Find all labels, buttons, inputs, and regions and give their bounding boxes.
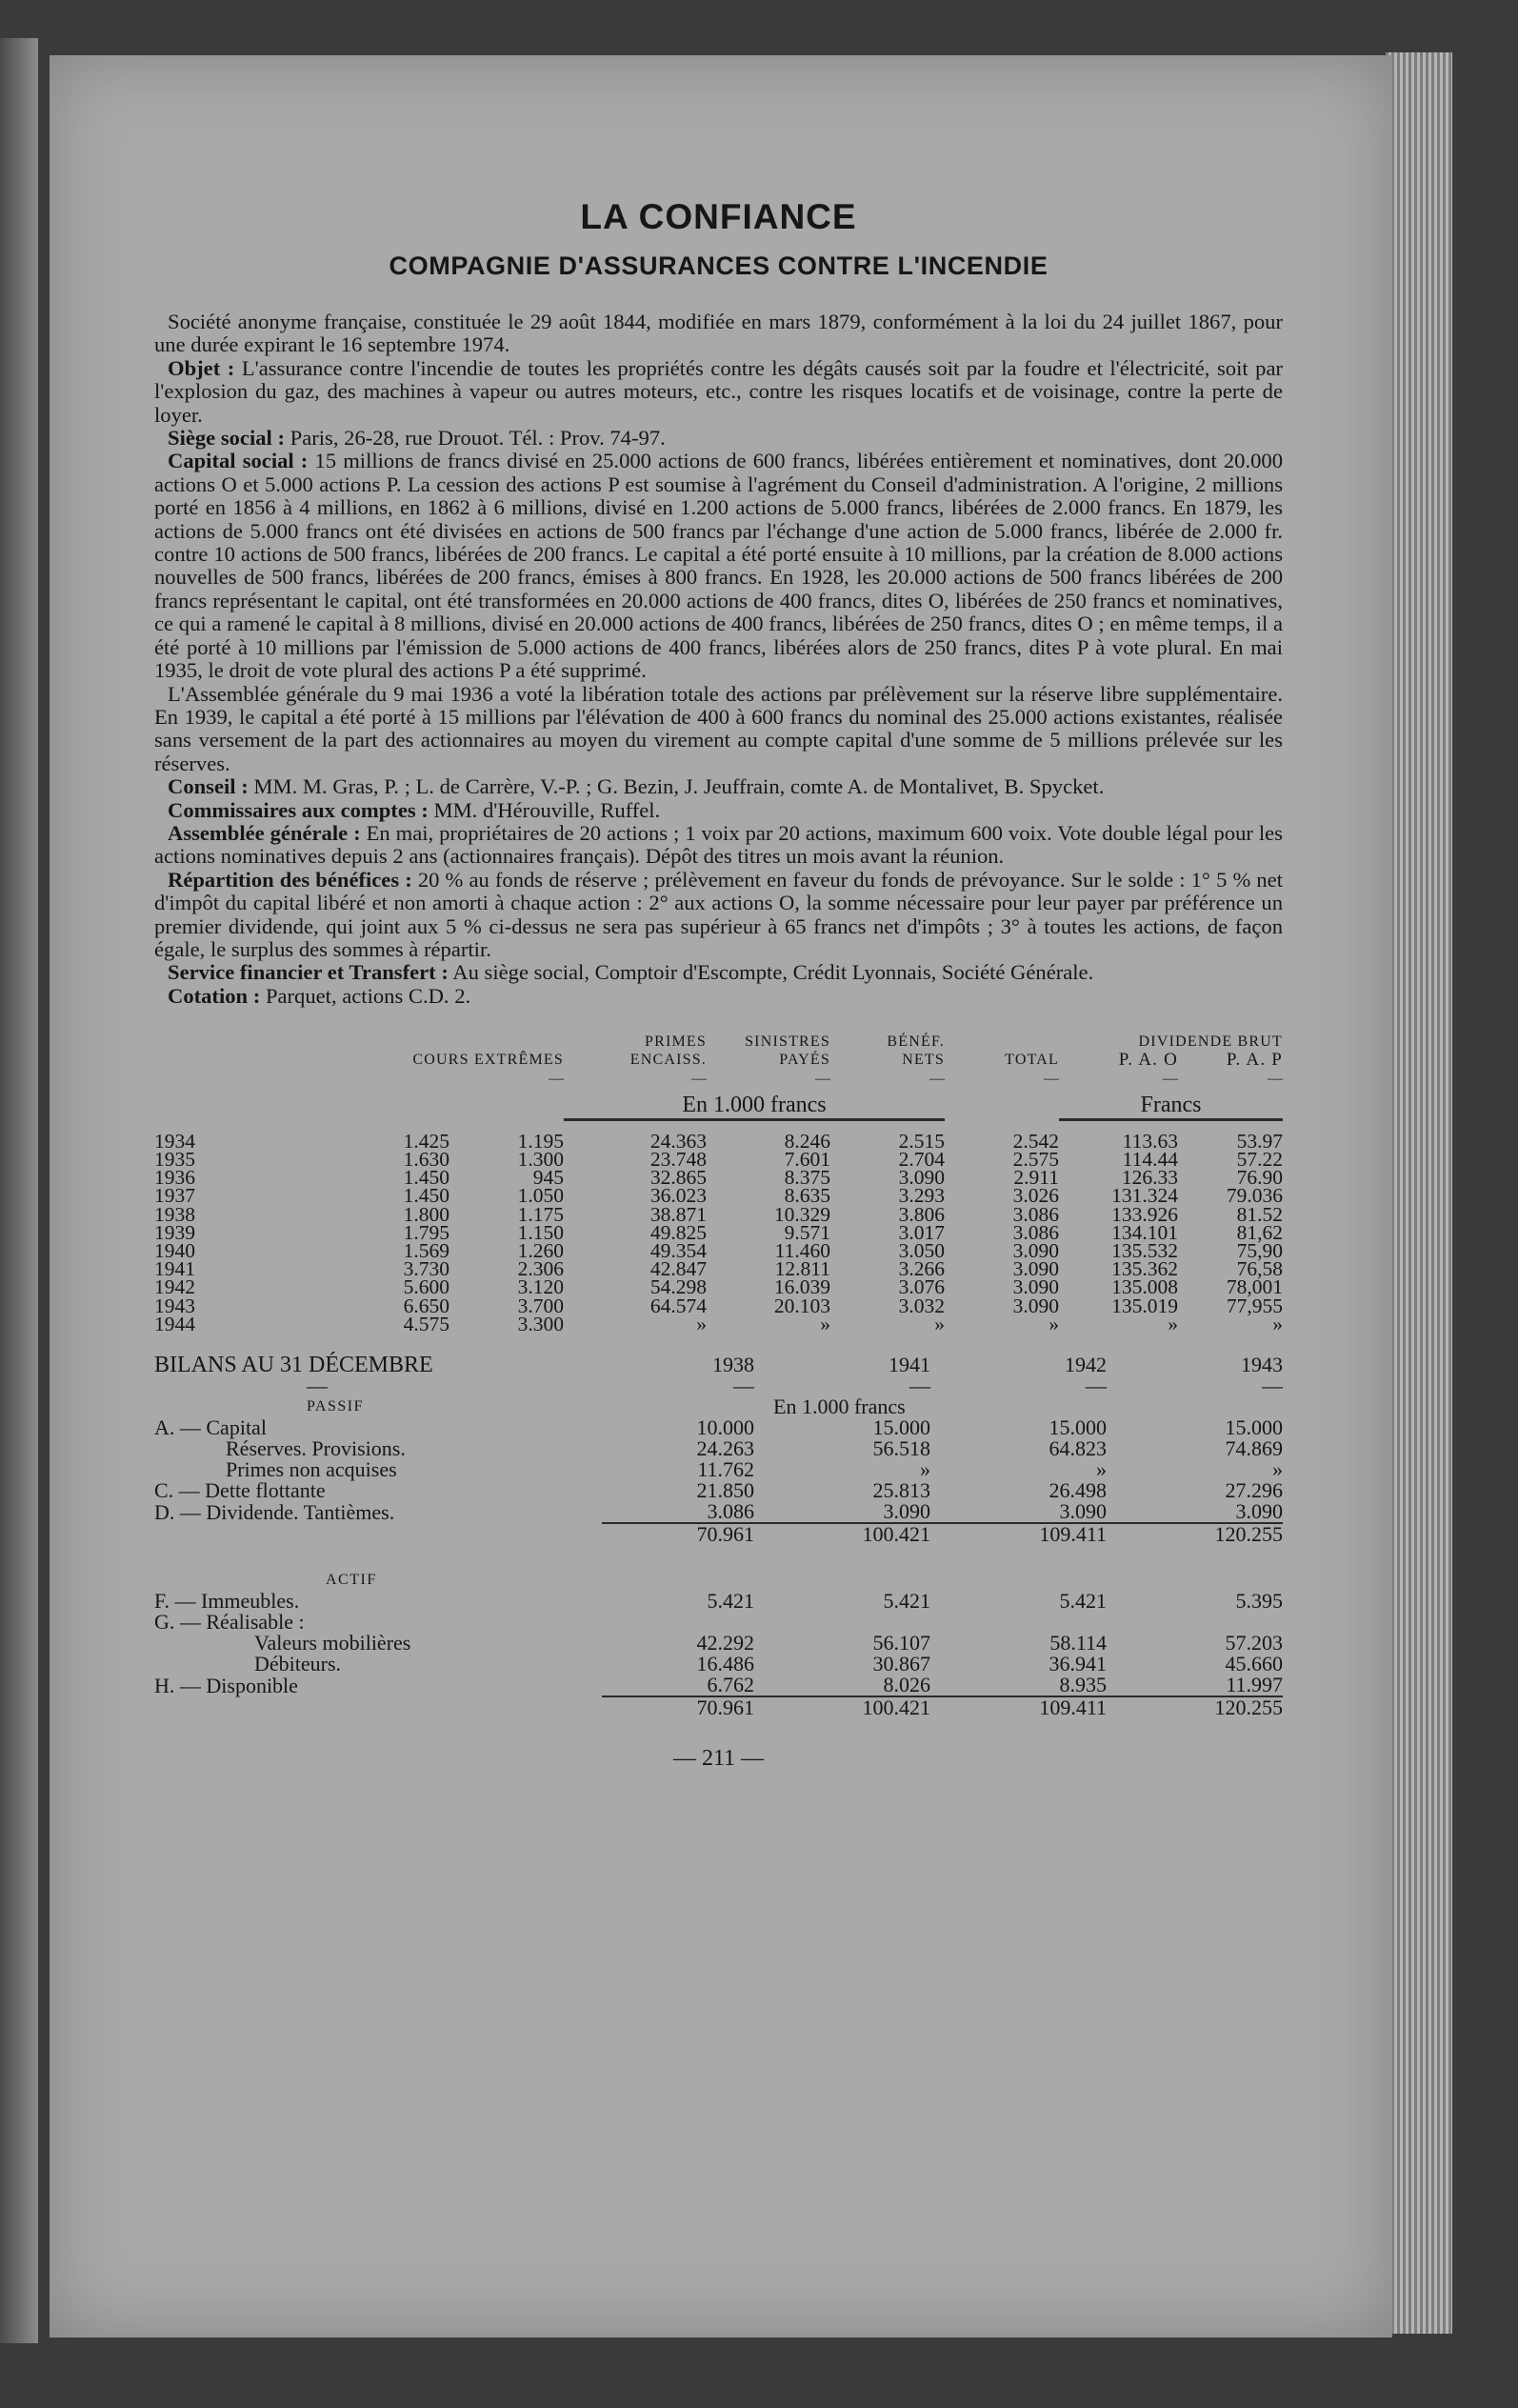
value-cell: 54.298 xyxy=(649,1275,707,1299)
bilan-dash-row xyxy=(154,1375,1283,1396)
value-cell: 11.460 xyxy=(774,1239,830,1263)
sinistres-header: PAYÉS xyxy=(779,1052,830,1069)
bilan-value: 5.421 xyxy=(707,1589,754,1614)
value-cell: 1.569 xyxy=(403,1239,449,1263)
value-cell: 1.175 xyxy=(517,1202,564,1226)
page-stack-edge xyxy=(1386,52,1452,2334)
ag-label: Assemblée générale : xyxy=(168,820,361,845)
bilan-value: 11.997 xyxy=(1226,1673,1283,1697)
bilan-value: 5.421 xyxy=(883,1589,930,1614)
value-cell: 3.090 xyxy=(1012,1239,1059,1263)
sinistres-header-top: SINISTRES xyxy=(745,1033,830,1051)
value-cell: 1.300 xyxy=(517,1148,564,1171)
bilan-value: 25.813 xyxy=(872,1478,930,1503)
bilan-row xyxy=(154,1417,1283,1438)
repartition-label: Répartition des bénéfices : xyxy=(168,867,412,892)
header-dash: — xyxy=(1044,1070,1059,1087)
cotation-paragraph xyxy=(154,985,1283,1008)
bilan-value: 21.850 xyxy=(696,1478,754,1503)
value-cell: 32.865 xyxy=(649,1166,707,1190)
value-cell: 945 xyxy=(532,1166,564,1190)
passif-header-row xyxy=(154,1396,1283,1417)
header-dash: — xyxy=(307,1374,328,1398)
value-cell: 3.266 xyxy=(898,1257,945,1281)
value-cell: 3.090 xyxy=(1012,1294,1059,1317)
service-text: Au siège social, Comptoir d'Escompte, Crédit Lyonnais, Société Générale. xyxy=(452,960,1094,985)
bilan-value xyxy=(930,1612,1107,1633)
value-cell: 10.329 xyxy=(773,1202,830,1226)
value-cell: 3.090 xyxy=(1012,1275,1059,1299)
bilan-row xyxy=(154,1459,1283,1480)
bilan-value: 11.762 xyxy=(697,1457,754,1482)
bilan-value xyxy=(1107,1612,1283,1633)
bilan-row xyxy=(154,1612,1283,1633)
primes-header: ENCAISS. xyxy=(629,1052,707,1069)
actif-total: 120.255 xyxy=(1107,1696,1283,1718)
commissaires-paragraph xyxy=(154,799,1283,822)
year-cell: 1942 xyxy=(154,1275,195,1299)
value-cell: 76,58 xyxy=(1236,1257,1283,1281)
bilan-value: 6.762 xyxy=(707,1673,754,1697)
value-cell: 135.008 xyxy=(1111,1275,1178,1299)
bilan-value: 3.090 xyxy=(1059,1499,1107,1524)
bilan-row-label: C. — Dette flottante xyxy=(154,1478,326,1503)
unit-1000-francs: En 1.000 francs xyxy=(564,1092,945,1121)
intro-paragraph: Société anonyme française, constituée le 29 août 1844, modifiée en mars 1879, conformément à la loi du 24 juillet 1867, pour une durée expirant le 16 septembre 1974. xyxy=(154,310,1283,357)
value-cell: 7.601 xyxy=(784,1148,830,1171)
bilan-value: 8.935 xyxy=(1059,1673,1107,1697)
value-cell: 9.571 xyxy=(784,1220,830,1244)
value-cell: 75,90 xyxy=(1236,1239,1283,1263)
passif-total: 109.411 xyxy=(930,1523,1107,1545)
bilan-value: 3.086 xyxy=(707,1499,754,1524)
value-cell: 81,62 xyxy=(1236,1220,1283,1244)
value-cell: 24.363 xyxy=(649,1129,707,1153)
page-number: — 211 — xyxy=(672,1746,765,1772)
cours-unit-row xyxy=(154,1088,1283,1133)
repartition-text: 20 % au fonds de réserve ; prélèvement en faveur du fonds de prévoyance. Sur le solde : 1° 5 % net d'impôt du capital libéré et non amorti à chaque action : 2° aux actions O, la somme nécessaire pour leur payer par préférence un premier dividende, qui joint aux 5 % ci-dessus ne sera pas supérieur à 65 francs net d'impôts ; 3° à toutes les actions, de façon égale, le surplus des sommes à répartir. xyxy=(154,867,1283,961)
bilan-value: 10.000 xyxy=(696,1415,754,1440)
value-cell: 3.086 xyxy=(1012,1202,1059,1226)
value-cell: 1.450 xyxy=(403,1184,449,1208)
bilan-year: 1943 xyxy=(1241,1353,1283,1377)
value-cell: 64.574 xyxy=(649,1294,707,1317)
bilan-row-label: H. — Disponible xyxy=(154,1673,298,1697)
bilan-value: » xyxy=(920,1457,930,1482)
value-cell: » xyxy=(696,1312,707,1335)
bilan-value: 74.869 xyxy=(1225,1436,1283,1461)
conseil-text: MM. M. Gras, P. ; L. de Carrère, V.-P. ; G. Bezin, J. Jeuffrain, comte A. de Montalivet, B. Spycket. xyxy=(253,774,1105,799)
value-cell: 36.023 xyxy=(649,1184,707,1208)
bilan-value: 26.498 xyxy=(1049,1478,1107,1503)
header-dash: — xyxy=(549,1070,564,1087)
commissaires-label: Commissaires aux comptes : xyxy=(168,797,429,822)
value-cell: 49.354 xyxy=(649,1239,707,1263)
value-cell: 76.90 xyxy=(1236,1166,1283,1190)
passif-label: PASSIF xyxy=(307,1398,365,1415)
value-cell: 57.22 xyxy=(1236,1148,1283,1171)
value-cell: 8.635 xyxy=(784,1184,830,1208)
value-cell: 6.650 xyxy=(403,1294,449,1317)
page xyxy=(50,55,1392,2338)
value-cell: 135.019 xyxy=(1111,1294,1178,1317)
unit-francs: Francs xyxy=(1059,1092,1283,1121)
bilan-year: 1942 xyxy=(1065,1353,1107,1377)
value-cell: 2.704 xyxy=(898,1148,945,1171)
bilan-value: 5.395 xyxy=(1235,1589,1283,1614)
bilan-row xyxy=(154,1438,1283,1459)
bilan-row-label: G. — Réalisable : xyxy=(154,1610,305,1635)
year-cell: 1941 xyxy=(154,1257,195,1281)
bilan-row xyxy=(154,1591,1283,1612)
year-cell: 1937 xyxy=(154,1184,195,1208)
value-cell: 3.730 xyxy=(403,1257,449,1281)
cours-row xyxy=(154,1151,1283,1169)
cours-dash-row xyxy=(154,1070,1283,1088)
value-cell: 2.306 xyxy=(517,1257,564,1281)
ag-text: En mai, propriétaires de 20 actions ; 1 voix par 20 actions, maximum 600 voix. Vote double légal pour les actions nominatives depuis 2 ans (actionnaires français). Dépôt des titres un mois avant la réunion. xyxy=(154,820,1283,869)
bilan-title-row xyxy=(154,1354,1283,1375)
year-cell: 1944 xyxy=(154,1312,195,1335)
header-dash: — xyxy=(929,1070,945,1087)
year-cell: 1938 xyxy=(154,1202,195,1226)
cours-header-row-top xyxy=(154,1033,1283,1051)
bilan-row-label: D. — Dividende. Tantièmes. xyxy=(154,1499,395,1524)
bilan-value: 15.000 xyxy=(872,1415,930,1440)
value-cell: 1.425 xyxy=(403,1129,449,1153)
bilan-value: 15.000 xyxy=(1049,1415,1107,1440)
value-cell: 38.871 xyxy=(649,1202,707,1226)
siege-text: Paris, 26-28, rue Drouot. Tél. : Prov. 74-97. xyxy=(290,426,666,451)
bilan-value: 56.107 xyxy=(872,1631,930,1656)
bilan-value: 27.296 xyxy=(1225,1478,1283,1503)
value-cell: 2.911 xyxy=(1013,1166,1059,1190)
value-cell: 1.150 xyxy=(517,1220,564,1244)
value-cell: 2.542 xyxy=(1012,1129,1059,1153)
value-cell: 5.600 xyxy=(403,1275,449,1299)
capital-label: Capital social : xyxy=(168,449,309,473)
value-cell: 20.103 xyxy=(773,1294,830,1317)
bilan-value: 3.090 xyxy=(1235,1499,1283,1524)
total-header: TOTAL xyxy=(1005,1052,1059,1069)
value-cell: 3.090 xyxy=(898,1166,945,1190)
value-cell: 3.120 xyxy=(517,1275,564,1299)
passif-total: 120.255 xyxy=(1107,1523,1283,1545)
value-cell: 53.97 xyxy=(1236,1129,1283,1153)
capital-paragraph xyxy=(154,450,1283,682)
page-content xyxy=(154,198,1283,1770)
passif-total-row xyxy=(154,1523,1283,1545)
value-cell: 113.63 xyxy=(1122,1129,1178,1153)
actif-label: ACTIF xyxy=(326,1572,377,1589)
value-cell: 1.050 xyxy=(517,1184,564,1208)
year-cell: 1943 xyxy=(154,1294,195,1317)
value-cell: 8.375 xyxy=(784,1166,830,1190)
cours-extremes-header: COURS EXTRÊMES xyxy=(412,1052,564,1069)
header-dash: — xyxy=(733,1374,754,1398)
bilan-row-label: Valeurs mobilières xyxy=(254,1631,411,1656)
bilan-row xyxy=(154,1501,1283,1523)
actif-total: 70.961 xyxy=(602,1696,754,1718)
page-title: LA CONFIANCE xyxy=(580,197,857,236)
value-cell: 81.52 xyxy=(1236,1202,1283,1226)
header-dash: — xyxy=(1268,1070,1283,1087)
bilan-value: 15.000 xyxy=(1225,1415,1283,1440)
value-cell: 1.260 xyxy=(517,1239,564,1263)
actif-total: 100.421 xyxy=(754,1696,930,1718)
bilan-row-label: A. — Capital xyxy=(154,1415,267,1440)
repartition-paragraph xyxy=(154,869,1283,962)
value-cell: » xyxy=(1049,1312,1059,1335)
value-cell: 3.806 xyxy=(898,1202,945,1226)
value-cell: 3.017 xyxy=(898,1220,945,1244)
cours-table xyxy=(154,1033,1283,1334)
value-cell: 23.748 xyxy=(649,1148,707,1171)
value-cell: 3.032 xyxy=(898,1294,945,1317)
siege-paragraph xyxy=(154,427,1283,450)
value-cell: 114.44 xyxy=(1122,1148,1178,1171)
year-cell: 1935 xyxy=(154,1148,195,1171)
benef-header: NETS xyxy=(902,1052,945,1069)
cours-row xyxy=(154,1133,1283,1151)
value-cell: 42.847 xyxy=(649,1257,707,1281)
siege-label: Siège social : xyxy=(168,426,285,451)
header-dash: — xyxy=(815,1070,830,1087)
bilan-value: 64.823 xyxy=(1049,1436,1107,1461)
value-cell: 77,955 xyxy=(1226,1294,1283,1317)
actif-header-row xyxy=(154,1570,1283,1591)
bilan-table xyxy=(154,1354,1283,1718)
year-cell: 1940 xyxy=(154,1239,195,1263)
value-cell: 3.700 xyxy=(517,1294,564,1317)
bilan-value xyxy=(754,1612,930,1633)
value-cell: 12.811 xyxy=(774,1257,830,1281)
value-cell: 3.293 xyxy=(898,1184,945,1208)
bilan-value: 56.518 xyxy=(872,1436,930,1461)
value-cell: 131.324 xyxy=(1111,1184,1178,1208)
value-cell: 16.039 xyxy=(773,1275,830,1299)
bilan-value: 8.026 xyxy=(883,1673,930,1697)
cotation-text: Parquet, actions C.D. 2. xyxy=(265,983,471,1008)
cours-table-body xyxy=(154,1129,1283,1335)
year-cell: 1934 xyxy=(154,1129,195,1153)
value-cell: 3.050 xyxy=(898,1239,945,1263)
bilan-value: » xyxy=(1096,1457,1107,1482)
primes-header-top: PRIMES xyxy=(645,1033,707,1051)
value-cell: 1.450 xyxy=(403,1166,449,1190)
year-cell: 1936 xyxy=(154,1166,195,1190)
value-cell: 3.076 xyxy=(898,1275,945,1299)
value-cell: 2.575 xyxy=(1012,1148,1059,1171)
value-cell: 1.795 xyxy=(403,1220,449,1244)
value-cell: 49.825 xyxy=(649,1220,707,1244)
pap-header: P. A. P xyxy=(1226,1050,1283,1071)
bilan-row-label: F. — Immeubles. xyxy=(154,1589,300,1614)
bilan-value: 30.867 xyxy=(872,1652,930,1676)
value-cell: » xyxy=(1272,1312,1283,1335)
value-cell: 1.195 xyxy=(517,1129,564,1153)
value-cell: » xyxy=(820,1312,830,1335)
bilan-row-label: Débiteurs. xyxy=(254,1652,342,1676)
bilan-row-label: Réserves. Provisions. xyxy=(226,1436,406,1461)
bilan-value: 45.660 xyxy=(1225,1652,1283,1676)
bilan-value: 5.421 xyxy=(1059,1589,1107,1614)
bilan-unit: En 1.000 francs xyxy=(773,1395,906,1419)
bilan-row xyxy=(154,1654,1283,1675)
value-cell: 3.026 xyxy=(1012,1184,1059,1208)
value-cell: 134.101 xyxy=(1111,1220,1178,1244)
value-cell: 3.300 xyxy=(517,1312,564,1335)
cours-header-row xyxy=(154,1051,1283,1069)
value-cell: » xyxy=(1168,1312,1178,1335)
actif-body xyxy=(154,1591,1283,1696)
objet-label: Objet : xyxy=(168,355,235,380)
value-cell: 3.090 xyxy=(1012,1257,1059,1281)
value-cell: 135.532 xyxy=(1111,1239,1178,1263)
capital-text: 15 millions de francs divisé en 25.000 actions de 600 francs, libérées entièrement et nominatives, dont 20.000 actions O et 5.000 actions P. La cession des actions P est soumise à l'agrément du Conseil d'administration. A l'origine, 2 millions porté en 1856 à 4 millions, en 1862 à 6 millions, divisé en 1.200 actions de 5.000 francs, libérées de 2.000 francs. En 1879, les actions de 5.000 francs ont été divisées en actions de 500 francs par l'échange d'une action de 5.000 francs, libérée de 2.000 fr. contre 10 actions de 500 francs, libérées de 200 francs. Le capital a été porté ensuite à 10 millions, par la création de 8.000 actions nouvelles de 500 francs, libérées de 200 francs, émises à 800 francs. En 1928, les 20.000 actions de 500 francs libérées de 200 francs représentant le capital, ont été transformées en 20.000 actions de 400 francs, dites O, libérées de 250 francs et nominatives, ce qui a ramené le capital à 8 millions, divisé en 20.000 actions de 400 francs, libérées de 250 francs, dites O ; en même temps, il a été porté à 10 millions par l'émission de 5.000 actions de 400 francs, libérées alors de 250 francs, dites P à vote plural. En mai 1935, le droit de vote plural des actions P a été supprimé. xyxy=(154,449,1284,683)
header-dash: — xyxy=(1086,1374,1107,1398)
bilan-value: 16.486 xyxy=(696,1652,754,1676)
value-cell: » xyxy=(934,1312,945,1335)
assemblee-generale-paragraph xyxy=(154,822,1283,869)
bilan-year: 1938 xyxy=(712,1353,754,1377)
cours-row xyxy=(154,1297,1283,1315)
header-dash: — xyxy=(1163,1070,1178,1087)
bilan-row xyxy=(154,1675,1283,1696)
bilan-value: » xyxy=(1272,1457,1283,1482)
value-cell: 1.630 xyxy=(403,1148,449,1171)
value-cell: 133.926 xyxy=(1111,1202,1178,1226)
bilan-row xyxy=(154,1633,1283,1654)
value-cell: 1.800 xyxy=(403,1202,449,1226)
benef-header-top: BÉNÉF. xyxy=(887,1033,945,1051)
objet-text: L'assurance contre l'incendie de toutes les propriétés contre les dégâts causés soit par la foudre et l'électricité, soit par l'explosion du gaz, des machines à vapeur ou autres moteurs, etc., contre les risques locatifs et de voisinage, contre la perte de loyer. xyxy=(154,355,1284,427)
cotation-label: Cotation : xyxy=(168,983,261,1008)
page-subtitle: COMPAGNIE D'ASSURANCES CONTRE L'INCENDIE xyxy=(389,251,1049,280)
bilan-value: 3.090 xyxy=(883,1499,930,1524)
dividende-header: DIVIDENDE BRUT xyxy=(1138,1033,1283,1051)
value-cell: 2.515 xyxy=(898,1129,945,1153)
objet-paragraph xyxy=(154,357,1283,427)
conseil-paragraph xyxy=(154,775,1283,798)
service-paragraph xyxy=(154,961,1283,984)
value-cell: 4.575 xyxy=(403,1312,449,1335)
actif-total: 109.411 xyxy=(930,1696,1107,1718)
bilan-value: 57.203 xyxy=(1225,1631,1283,1656)
bilan-value: 36.941 xyxy=(1049,1652,1107,1676)
header-dash: — xyxy=(909,1374,930,1398)
bilan-year: 1941 xyxy=(889,1353,930,1377)
passif-body xyxy=(154,1417,1283,1523)
assemblee-1936-paragraph: L'Assemblée générale du 9 mai 1936 a voté la libération totale des actions par prélèvement sur la réserve libre supplémentaire. En 1939, le capital a été porté à 15 millions par l'élévation de 400 à 600 francs du nominal des 25.000 actions existantes, réalisée sans versement de la part des actionnaires au moyen du virement au compte capital d'une somme de 5 millions prélevée sur les réserves. xyxy=(154,681,1283,775)
passif-total: 100.421 xyxy=(754,1523,930,1545)
bilan-row-label: Primes non acquises xyxy=(226,1457,397,1482)
value-cell: 8.246 xyxy=(784,1129,830,1153)
value-cell: 135.362 xyxy=(1111,1257,1178,1281)
cours-row xyxy=(154,1315,1283,1334)
bilan-row xyxy=(154,1480,1283,1501)
passif-total: 70.961 xyxy=(602,1523,754,1545)
actif-total-row xyxy=(154,1696,1283,1718)
bilan-value: 58.114 xyxy=(1049,1631,1107,1656)
value-cell: 126.33 xyxy=(1121,1166,1178,1190)
pao-header: P. A. O xyxy=(1118,1050,1178,1071)
year-cell: 1939 xyxy=(154,1220,195,1244)
value-cell: 3.086 xyxy=(1012,1220,1059,1244)
commissaires-text: MM. d'Hérouville, Ruffel. xyxy=(433,797,661,822)
header-dash: — xyxy=(1262,1374,1283,1398)
bilan-value xyxy=(602,1612,754,1633)
bilan-value: 42.292 xyxy=(696,1631,754,1656)
previous-page-edge xyxy=(0,38,38,2343)
conseil-label: Conseil : xyxy=(168,774,249,799)
service-label: Service financier et Transfert : xyxy=(168,960,449,985)
value-cell: 79.036 xyxy=(1226,1184,1283,1208)
bilan-title: BILANS AU 31 DÉCEMBRE xyxy=(154,1353,433,1378)
bilan-value: 24.263 xyxy=(696,1436,754,1461)
value-cell: 78,001 xyxy=(1226,1275,1283,1299)
header-dash: — xyxy=(691,1070,707,1087)
